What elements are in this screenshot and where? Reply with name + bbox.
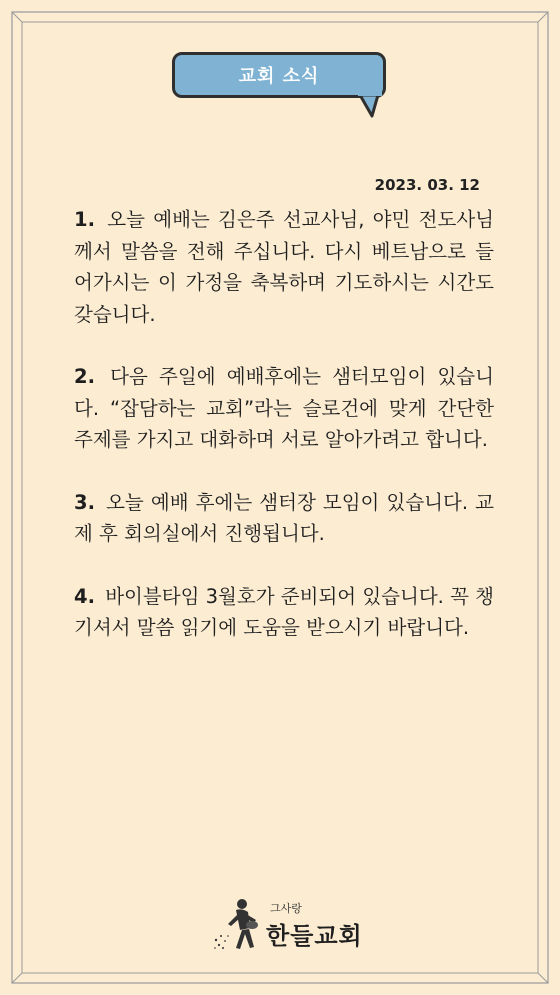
item-number: 1. — [74, 208, 95, 231]
item-text: 오늘 예배는 김은주 선교사님, 야민 전도사님께서 말씀을 전해 주십니다. 다시 베트남으로 들어가시는 이 가정을 축복하며 기도하시는 시간도 갖습니다. — [74, 208, 494, 326]
title-bubble — [172, 52, 386, 98]
sower-icon — [212, 892, 272, 962]
news-item-1 — [74, 204, 494, 330]
date-label: 2023. 03. 12 — [374, 176, 480, 194]
news-item-2 — [74, 361, 494, 456]
item-number: 4. — [74, 584, 95, 608]
logo-name: 한들교회 — [266, 921, 363, 950]
item-text: 바이블타임 3월호가 준비되어 있습니다. 꼭 챙기셔서 말씀 읽기에 도움을 받으시기 바랍니다. — [74, 584, 494, 639]
page-title: 교회 소식 — [238, 66, 320, 87]
item-number: 3. — [74, 490, 95, 514]
logo-tagline: 그사랑 — [270, 902, 302, 915]
item-text: 오늘 예배 후에는 샘터장 모임이 있습니다. 교제 후 회의실에서 진행됩니다. — [74, 490, 494, 545]
item-text: 다음 주일에 예배후에는 샘터모임이 있습니다. “잡담하는 교회”라는 슬로건에 맞게 간단한 주제를 가지고 대화하며 서로 알아가려고 합니다. — [74, 365, 494, 451]
item-number: 2. — [74, 365, 95, 388]
news-list — [74, 204, 494, 675]
news-item-3 — [74, 487, 494, 550]
church-logo — [212, 892, 372, 962]
news-item-4 — [74, 581, 494, 644]
